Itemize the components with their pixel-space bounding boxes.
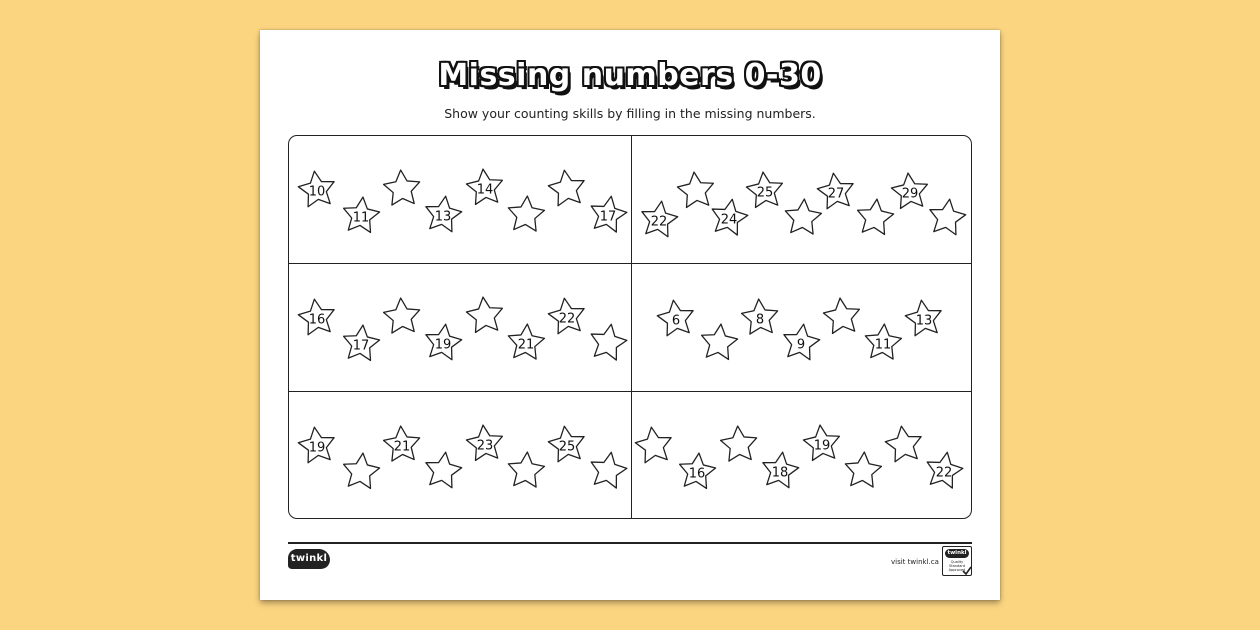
panel-middle-left bbox=[289, 264, 631, 392]
star-icon bbox=[465, 295, 505, 333]
grid-divider-vertical bbox=[631, 136, 632, 518]
star-8 bbox=[741, 298, 779, 335]
star-19 bbox=[802, 423, 842, 461]
star-icon bbox=[507, 451, 545, 488]
star-number: 23 bbox=[476, 438, 494, 454]
empty-star[interactable] bbox=[588, 321, 630, 361]
star-number: 13 bbox=[915, 313, 933, 329]
star-icon bbox=[588, 449, 630, 489]
star-icon bbox=[383, 297, 421, 334]
panel-bottom-right bbox=[631, 392, 972, 519]
worksheet-page bbox=[260, 30, 1000, 600]
logo-text: twinkl bbox=[288, 549, 330, 569]
star-27 bbox=[815, 171, 856, 210]
star-22 bbox=[924, 449, 966, 489]
star-number: 6 bbox=[671, 313, 681, 329]
star-number: 22 bbox=[650, 214, 668, 230]
empty-star[interactable] bbox=[720, 425, 758, 462]
empty-star[interactable] bbox=[507, 451, 545, 488]
star-number: 29 bbox=[901, 186, 919, 202]
star-icon bbox=[855, 197, 895, 235]
worksheet-instructions: Show your counting skills by filling in the missing numbers. bbox=[444, 106, 816, 121]
star-number: 21 bbox=[393, 439, 411, 455]
empty-star[interactable] bbox=[546, 168, 587, 207]
star-number: 19 bbox=[813, 438, 831, 454]
grid-divider-horizontal-1 bbox=[289, 263, 971, 264]
star-17 bbox=[341, 323, 381, 361]
star-22 bbox=[546, 296, 587, 335]
star-18 bbox=[760, 450, 801, 489]
empty-star[interactable] bbox=[676, 170, 716, 208]
checkmark-icon bbox=[962, 566, 972, 576]
quality-badge-icon bbox=[942, 546, 972, 576]
star-icon bbox=[341, 451, 381, 489]
star-17 bbox=[588, 193, 630, 233]
star-number: 14 bbox=[476, 182, 494, 198]
star-row bbox=[289, 264, 631, 392]
empty-star[interactable] bbox=[883, 424, 924, 463]
star-number: 21 bbox=[517, 337, 535, 353]
star-number: 16 bbox=[688, 466, 706, 482]
star-6 bbox=[655, 298, 696, 337]
star-number: 17 bbox=[599, 209, 617, 225]
star-number: 22 bbox=[558, 311, 576, 327]
star-icon bbox=[507, 195, 545, 232]
star-21 bbox=[383, 425, 421, 462]
star-number: 25 bbox=[558, 439, 576, 455]
star-number: 19 bbox=[308, 440, 326, 456]
star-grid bbox=[288, 135, 972, 519]
star-13 bbox=[423, 194, 464, 233]
star-11 bbox=[864, 323, 902, 360]
star-25 bbox=[745, 170, 785, 208]
star-icon bbox=[883, 424, 924, 463]
star-11 bbox=[341, 195, 381, 233]
star-icon bbox=[699, 322, 739, 360]
star-icon bbox=[822, 296, 862, 334]
star-21 bbox=[507, 323, 545, 360]
star-number: 13 bbox=[434, 209, 452, 225]
empty-star[interactable] bbox=[465, 295, 505, 333]
badge-brand: twinkl bbox=[945, 549, 969, 558]
star-icon bbox=[383, 169, 421, 206]
empty-star[interactable] bbox=[822, 296, 862, 334]
star-16 bbox=[677, 451, 717, 489]
star-row bbox=[631, 392, 972, 519]
empty-star[interactable] bbox=[844, 451, 882, 488]
empty-star[interactable] bbox=[588, 449, 630, 489]
panel-bottom-left bbox=[289, 392, 631, 519]
panel-middle-right bbox=[631, 264, 972, 392]
star-row bbox=[631, 136, 972, 264]
empty-star[interactable] bbox=[341, 451, 381, 489]
worksheet-title: Missing numbers 0-30 bbox=[438, 58, 822, 93]
empty-star[interactable] bbox=[383, 297, 421, 334]
star-icon bbox=[844, 451, 882, 488]
star-number: 8 bbox=[755, 312, 765, 328]
panel-top-right bbox=[631, 136, 972, 264]
star-icon bbox=[720, 425, 758, 462]
star-icon bbox=[676, 170, 716, 208]
empty-star[interactable] bbox=[423, 450, 464, 489]
star-number: 18 bbox=[771, 465, 789, 481]
star-number: 9 bbox=[796, 337, 806, 353]
star-29 bbox=[890, 171, 930, 209]
star-icon bbox=[784, 198, 822, 235]
star-row bbox=[289, 136, 631, 264]
star-icon bbox=[546, 168, 587, 207]
star-icon bbox=[423, 450, 464, 489]
star-10 bbox=[296, 169, 337, 208]
empty-star[interactable] bbox=[855, 197, 895, 235]
star-23 bbox=[465, 423, 505, 461]
empty-star[interactable] bbox=[784, 198, 822, 235]
star-row bbox=[631, 264, 972, 392]
star-number: 22 bbox=[935, 465, 953, 481]
star-number: 11 bbox=[874, 337, 892, 353]
star-number: 24 bbox=[720, 212, 738, 228]
star-16 bbox=[296, 297, 337, 336]
empty-star[interactable] bbox=[927, 197, 968, 236]
star-22 bbox=[639, 199, 680, 238]
star-number: 11 bbox=[352, 210, 370, 226]
star-icon bbox=[588, 321, 630, 361]
star-19 bbox=[423, 322, 464, 361]
panel-top-left bbox=[289, 136, 631, 264]
star-number: 25 bbox=[756, 185, 774, 201]
star-number: 10 bbox=[308, 184, 326, 200]
visit-link-text: visit twinkl.ca bbox=[891, 558, 939, 566]
empty-star[interactable] bbox=[507, 195, 545, 232]
star-number: 17 bbox=[352, 338, 370, 354]
star-13 bbox=[903, 298, 944, 337]
badge-label: Quality Standard Approved bbox=[948, 560, 966, 572]
grid-divider-horizontal-2 bbox=[289, 391, 971, 392]
star-9 bbox=[781, 322, 822, 361]
star-14 bbox=[465, 167, 505, 205]
star-icon bbox=[633, 425, 674, 464]
star-number: 27 bbox=[827, 186, 845, 202]
star-24 bbox=[709, 196, 751, 236]
empty-star[interactable] bbox=[383, 169, 421, 206]
star-row bbox=[289, 392, 631, 519]
star-icon bbox=[927, 197, 968, 236]
star-number: 16 bbox=[308, 312, 326, 328]
footer-divider bbox=[288, 542, 972, 544]
empty-star[interactable] bbox=[633, 425, 674, 464]
empty-star[interactable] bbox=[699, 322, 739, 360]
star-19 bbox=[296, 425, 337, 464]
twinkl-logo bbox=[288, 549, 332, 571]
star-25 bbox=[546, 424, 587, 463]
star-number: 19 bbox=[434, 337, 452, 353]
